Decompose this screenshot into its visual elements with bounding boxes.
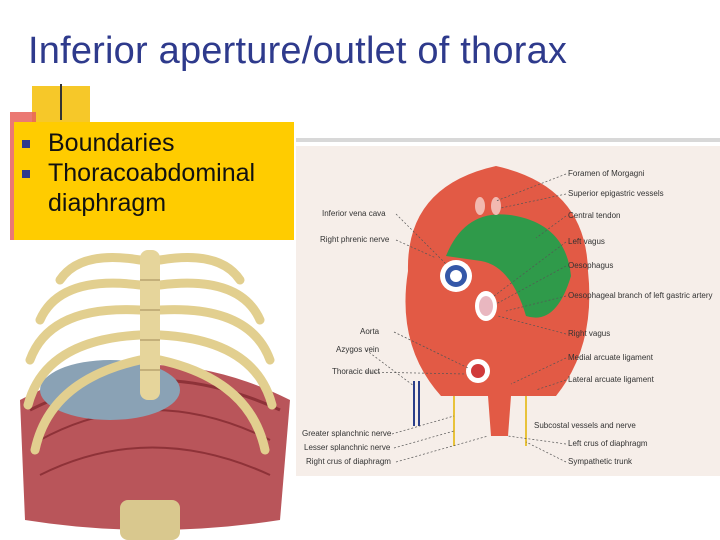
diagram-label: Right vagus <box>568 329 611 338</box>
bullet-square-icon <box>22 170 30 178</box>
bullet-item: Boundaries <box>18 128 288 158</box>
bullet-list <box>18 128 288 218</box>
diagram-label: Lesser splanchnic nerve <box>304 443 391 452</box>
diagram-label: Left vagus <box>568 237 605 246</box>
bullet-item: Thoracoabdominal diaphragm <box>18 158 288 218</box>
diagram-label: Right phrenic nerve <box>320 235 390 244</box>
diagram-label: Left crus of diaphragm <box>568 439 648 448</box>
diagram-label: Foramen of Morgagni <box>568 169 645 178</box>
diagram-label: Medial arcuate ligament <box>568 353 653 362</box>
diagram-label: Inferior vena cava <box>322 209 386 218</box>
diagram-label: Subcostal vessels and nerve <box>534 421 636 430</box>
diagram-label: Thoracic duct <box>332 367 381 376</box>
decorative-line <box>60 84 62 120</box>
diaphragm-diagram <box>296 146 720 476</box>
diagram-label: Lateral arcuate ligament <box>568 375 654 384</box>
diagram-label: Sympathetic trunk <box>568 457 633 466</box>
diagram-label: Right crus of diaphragm <box>306 457 391 466</box>
slide-title: Inferior aperture/outlet of thorax <box>28 30 568 72</box>
diagram-label: Oesophagus <box>568 261 614 270</box>
diagram-label: Aorta <box>360 327 380 336</box>
diagram-label: Central tendon <box>568 211 621 220</box>
thoracic-skeleton-image <box>0 240 300 540</box>
diagram-label: Azygos vein <box>336 345 380 354</box>
diagram-label: Oesophageal branch of left gastric artery <box>568 291 713 300</box>
divider-line <box>296 138 720 142</box>
bullet-square-icon <box>22 140 30 148</box>
diagram-label: Greater splanchnic nerve <box>302 429 392 438</box>
diagram-label: Superior epigastric vessels <box>568 189 664 198</box>
